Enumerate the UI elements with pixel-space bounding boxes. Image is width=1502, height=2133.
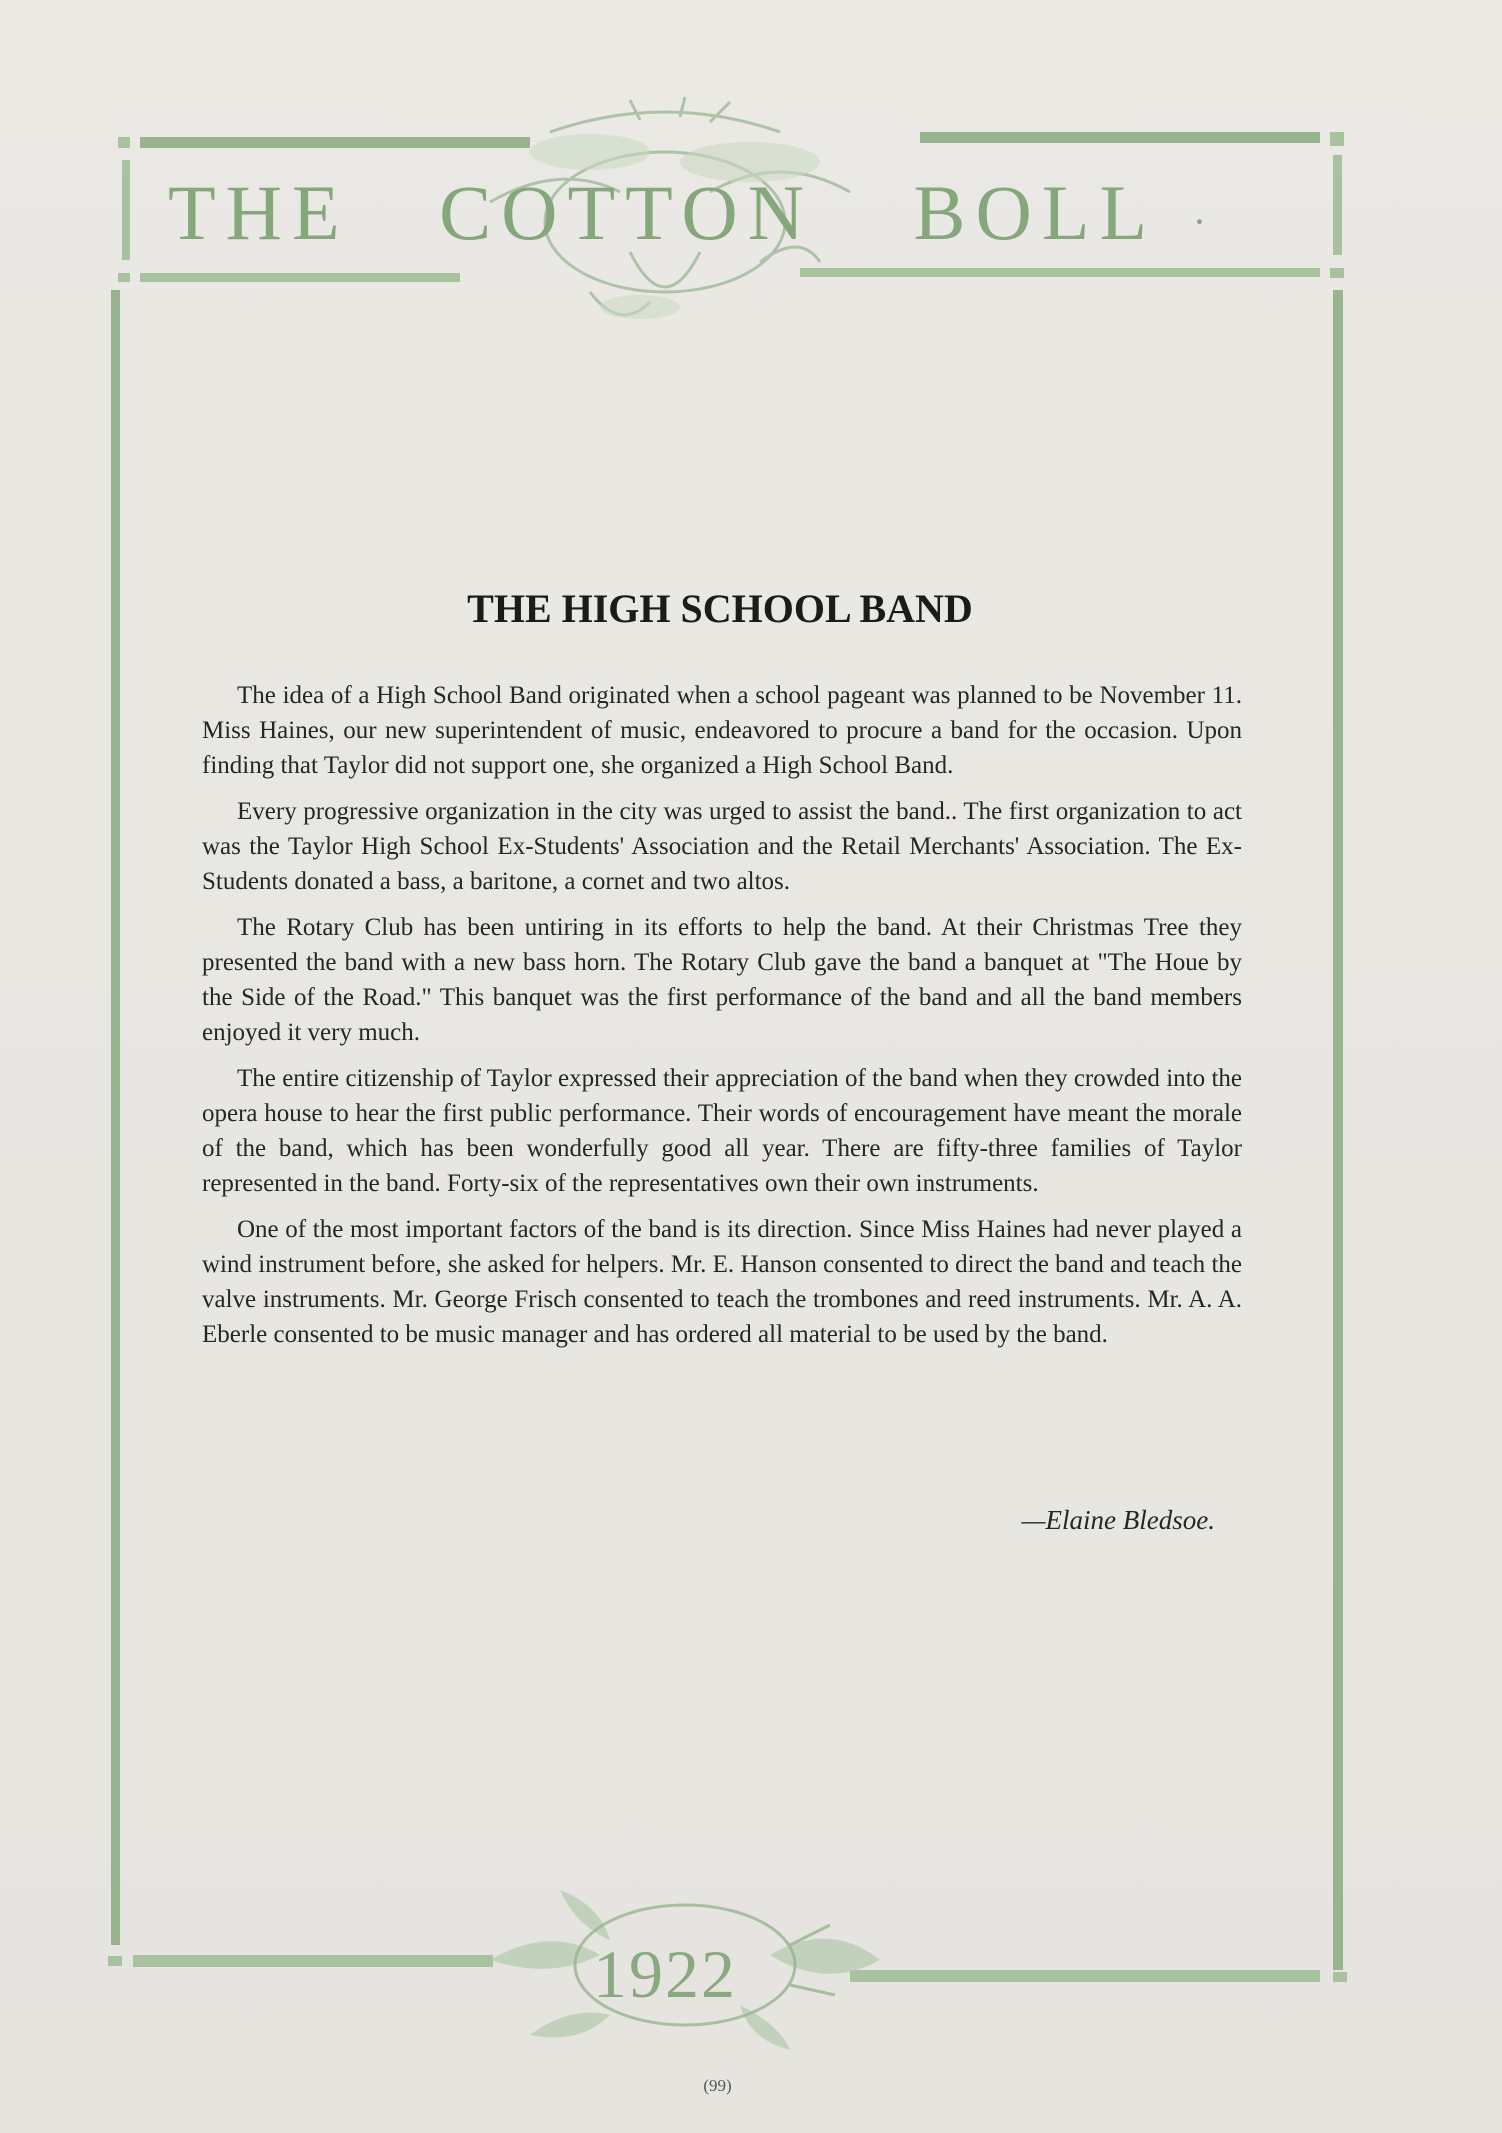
author-signature: —Elaine Bledsoe. xyxy=(1021,1505,1215,1535)
top-rule-right-tick xyxy=(1330,132,1344,146)
article-body xyxy=(202,678,1242,1363)
right-border xyxy=(1333,290,1343,1970)
bottom-rule-right-tick xyxy=(1333,1972,1347,1982)
paragraph: Every progressive organization in the city was urged to assist the band.. The first organization to act was the Taylor High School Ex-Students' Association and the Retail Merchants' Association. The Ex-Students donated a bass, a baritone, a cornet and two altos. xyxy=(202,798,1242,895)
header-left-post xyxy=(122,160,130,260)
header-underline-right-tick xyxy=(1330,268,1344,278)
header-underline-left-tick xyxy=(118,273,130,282)
paragraph: The entire citizenship of Taylor expressed their appreciation of the band when they crowded into the opera house to hear the first public performance. Their words of encouragement have meant the morale of the band, which has been wonderfully good all year. There are fifty-three families of Taylor represented in the band. Forty-six of the representatives own their own instruments. xyxy=(202,1065,1242,1197)
bottom-rule-right xyxy=(850,1970,1320,1982)
title-word-boll: BOLL xyxy=(913,169,1158,256)
title-end-mark: · xyxy=(1192,198,1217,244)
top-rule-right xyxy=(920,132,1320,143)
paragraph: One of the most important factors of the band is its direction. Since Miss Haines had never played a wind instrument before, she asked for helpers. Mr. E. Hanson consented to direct the band and teach the valve instruments. Mr. George Frisch consented to teach the trombones and reed instruments. Mr. A. A. Eberle consented to be music manager and has ordered all material to be used by the band. xyxy=(202,1216,1242,1348)
title-word-the: THE xyxy=(168,169,350,256)
yearbook-title xyxy=(168,168,1308,258)
paragraph: The Rotary Club has been untiring in its efforts to help the band. At their Christmas Tree they presented the band with a new bass horn. The Rotary Club gave the band a banquet at "The Houe by the Side of the Road." This banquet was the first performance of the band and all the band members enjoyed it very much. xyxy=(202,914,1242,1046)
top-rule-left-tick xyxy=(118,137,130,148)
page-number: (99) xyxy=(703,2076,732,2095)
article-title: THE HIGH SCHOOL BAND xyxy=(467,586,973,631)
header-right-post xyxy=(1333,155,1342,255)
bottom-rule-left-tick xyxy=(108,1956,122,1966)
paragraph: The idea of a High School Band originated when a school pageant was planned to be November 11. Miss Haines, our new superintendent of music, endeavored to procure a band for the occasion. Upon finding that Taylor did not support one, she organized a High School Band. xyxy=(202,682,1242,779)
left-border xyxy=(111,290,120,1945)
title-word-cotton: COTTON xyxy=(439,169,815,256)
bottom-rule-left xyxy=(133,1955,493,1967)
year-mark: 1922 xyxy=(593,1936,737,2012)
header-underline-left xyxy=(140,273,460,282)
